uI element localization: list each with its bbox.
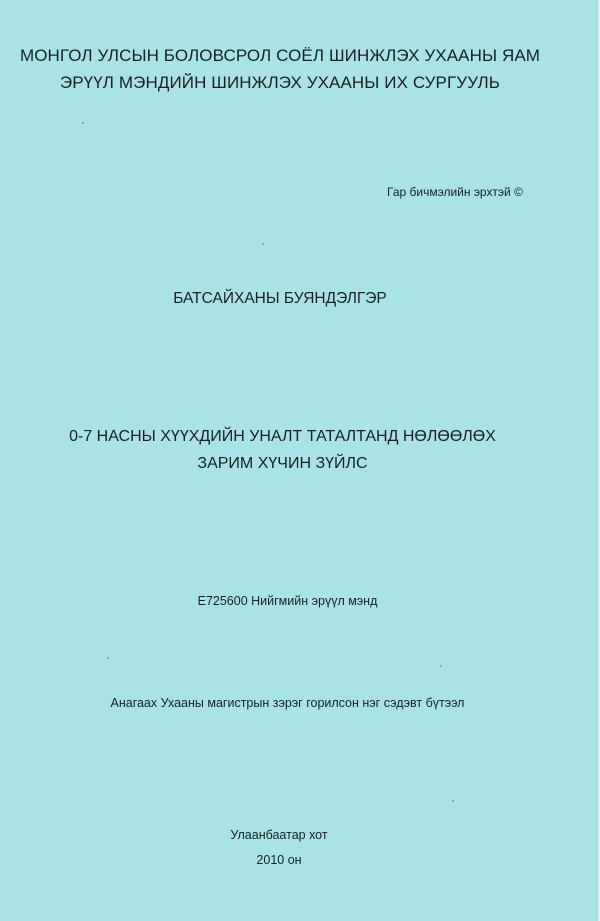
paper-speck	[440, 665, 442, 667]
thesis-title-line-2: ЗАРИМ ХҮЧИН ЗҮЙЛС	[197, 455, 368, 472]
ministry-name: МОНГОЛ УЛСЫН БОЛОВСРОЛ СОЁЛ ШИНЖЛЭХ УХААНЫ ЯАМ	[19, 46, 541, 65]
paper-speck	[262, 243, 264, 245]
page-edge	[596, 0, 600, 921]
author-name: БАТСАЙХАНЫ БУЯНДЭЛГЭР	[173, 290, 387, 307]
university-name: ЭРҮҮЛ МЭНДИЙН ШИНЖЛЭХ УХААНЫ ИХ СУРГУУЛЬ	[59, 73, 501, 92]
paper-speck	[452, 800, 454, 802]
city: Улаанбаатар хот	[230, 828, 328, 842]
copyright-notice: Гар бичмэлийн эрхтэй ©	[387, 185, 523, 199]
specialty-code: E725600 Нийгмийн эрүүл мэнд	[197, 594, 378, 608]
year: 2010 он	[256, 853, 302, 867]
degree-statement: Анагаах Ухааны магистрын зэрэг горилсон нэг сэдэвт бүтээл	[110, 696, 465, 710]
paper-speck	[82, 122, 84, 124]
paper-speck	[107, 657, 109, 659]
thesis-title-line-1: 0-7 НАСНЫ ХҮҮХДИЙН УНАЛТ ТАТАЛТАНД НӨЛӨӨЛӨХ	[69, 428, 496, 445]
